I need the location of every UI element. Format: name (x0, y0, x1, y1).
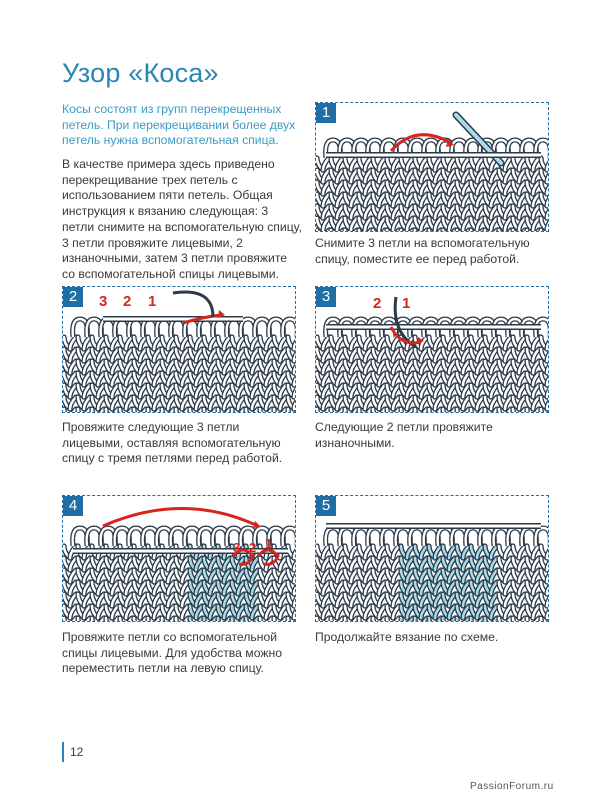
step-4-caption: Провяжите петли со вспомогательной спицы лицевыми. Для удобства можно переместить петли на левую спицу. (62, 630, 282, 676)
stitch-label: 1 (148, 293, 157, 310)
step-5-badge: 5 (316, 496, 336, 516)
stitch-label: 1 (265, 536, 273, 551)
stitch-label: 3 (99, 293, 108, 310)
page-title: Узор «Коса» (62, 58, 219, 88)
step-1-caption: Снимите 3 петли на вспомогательную спицу, поместите ее перед работой. (315, 236, 530, 266)
step-3-caption: Следующие 2 петли провяжите изнаночными. (315, 420, 493, 450)
page-number: 12 (70, 745, 84, 759)
stitch-label: 3 (233, 540, 241, 555)
watermark: PassionForum.ru (470, 781, 554, 792)
step-4-badge: 4 (63, 496, 83, 516)
step-1-badge: 1 (316, 103, 336, 123)
step-2-caption: Провяжите следующие 3 петли лицевыми, оставляя вспомогательную спицу с тремя петлями перед работой. (62, 420, 283, 466)
step-2-arrow (63, 287, 295, 412)
step-1-arrow (316, 103, 548, 231)
step-3-arrow (316, 287, 548, 412)
step-5-caption: Продолжайте вязание по схеме. (315, 630, 499, 644)
step-1-illustration (315, 102, 549, 232)
step-5-illustration (315, 495, 549, 622)
stitch-label: 2 (373, 295, 382, 312)
step-3-illustration (315, 286, 549, 413)
step-4-arrow (63, 496, 295, 621)
stitch-label: 1 (402, 295, 411, 312)
stitch-label: 2 (249, 540, 257, 555)
step-3-badge: 3 (316, 287, 336, 307)
stitch-label: 2 (123, 293, 132, 310)
step-2-badge: 2 (63, 287, 83, 307)
step-2-illustration (62, 286, 296, 413)
knitting-needle (316, 496, 548, 621)
page-number-divider (62, 742, 64, 762)
instruction-text: В качестве примера здесь приведено перекрещивание трех петель с использованием пяти петель. Общая инструкция к вязанию следующая: 3 петли снимите на вспомогательную спицу, 3 петли провяжите лицевыми, 2 изнаночными, затем 3 петли провяжите со вспомогательной спицы лицевыми. (62, 157, 302, 281)
intro-text: Косы состоят из групп перекрещенных петель. При перекрещивании более двух петель нужна вспомогательная спица. (62, 102, 296, 148)
step-4-illustration (62, 495, 296, 622)
